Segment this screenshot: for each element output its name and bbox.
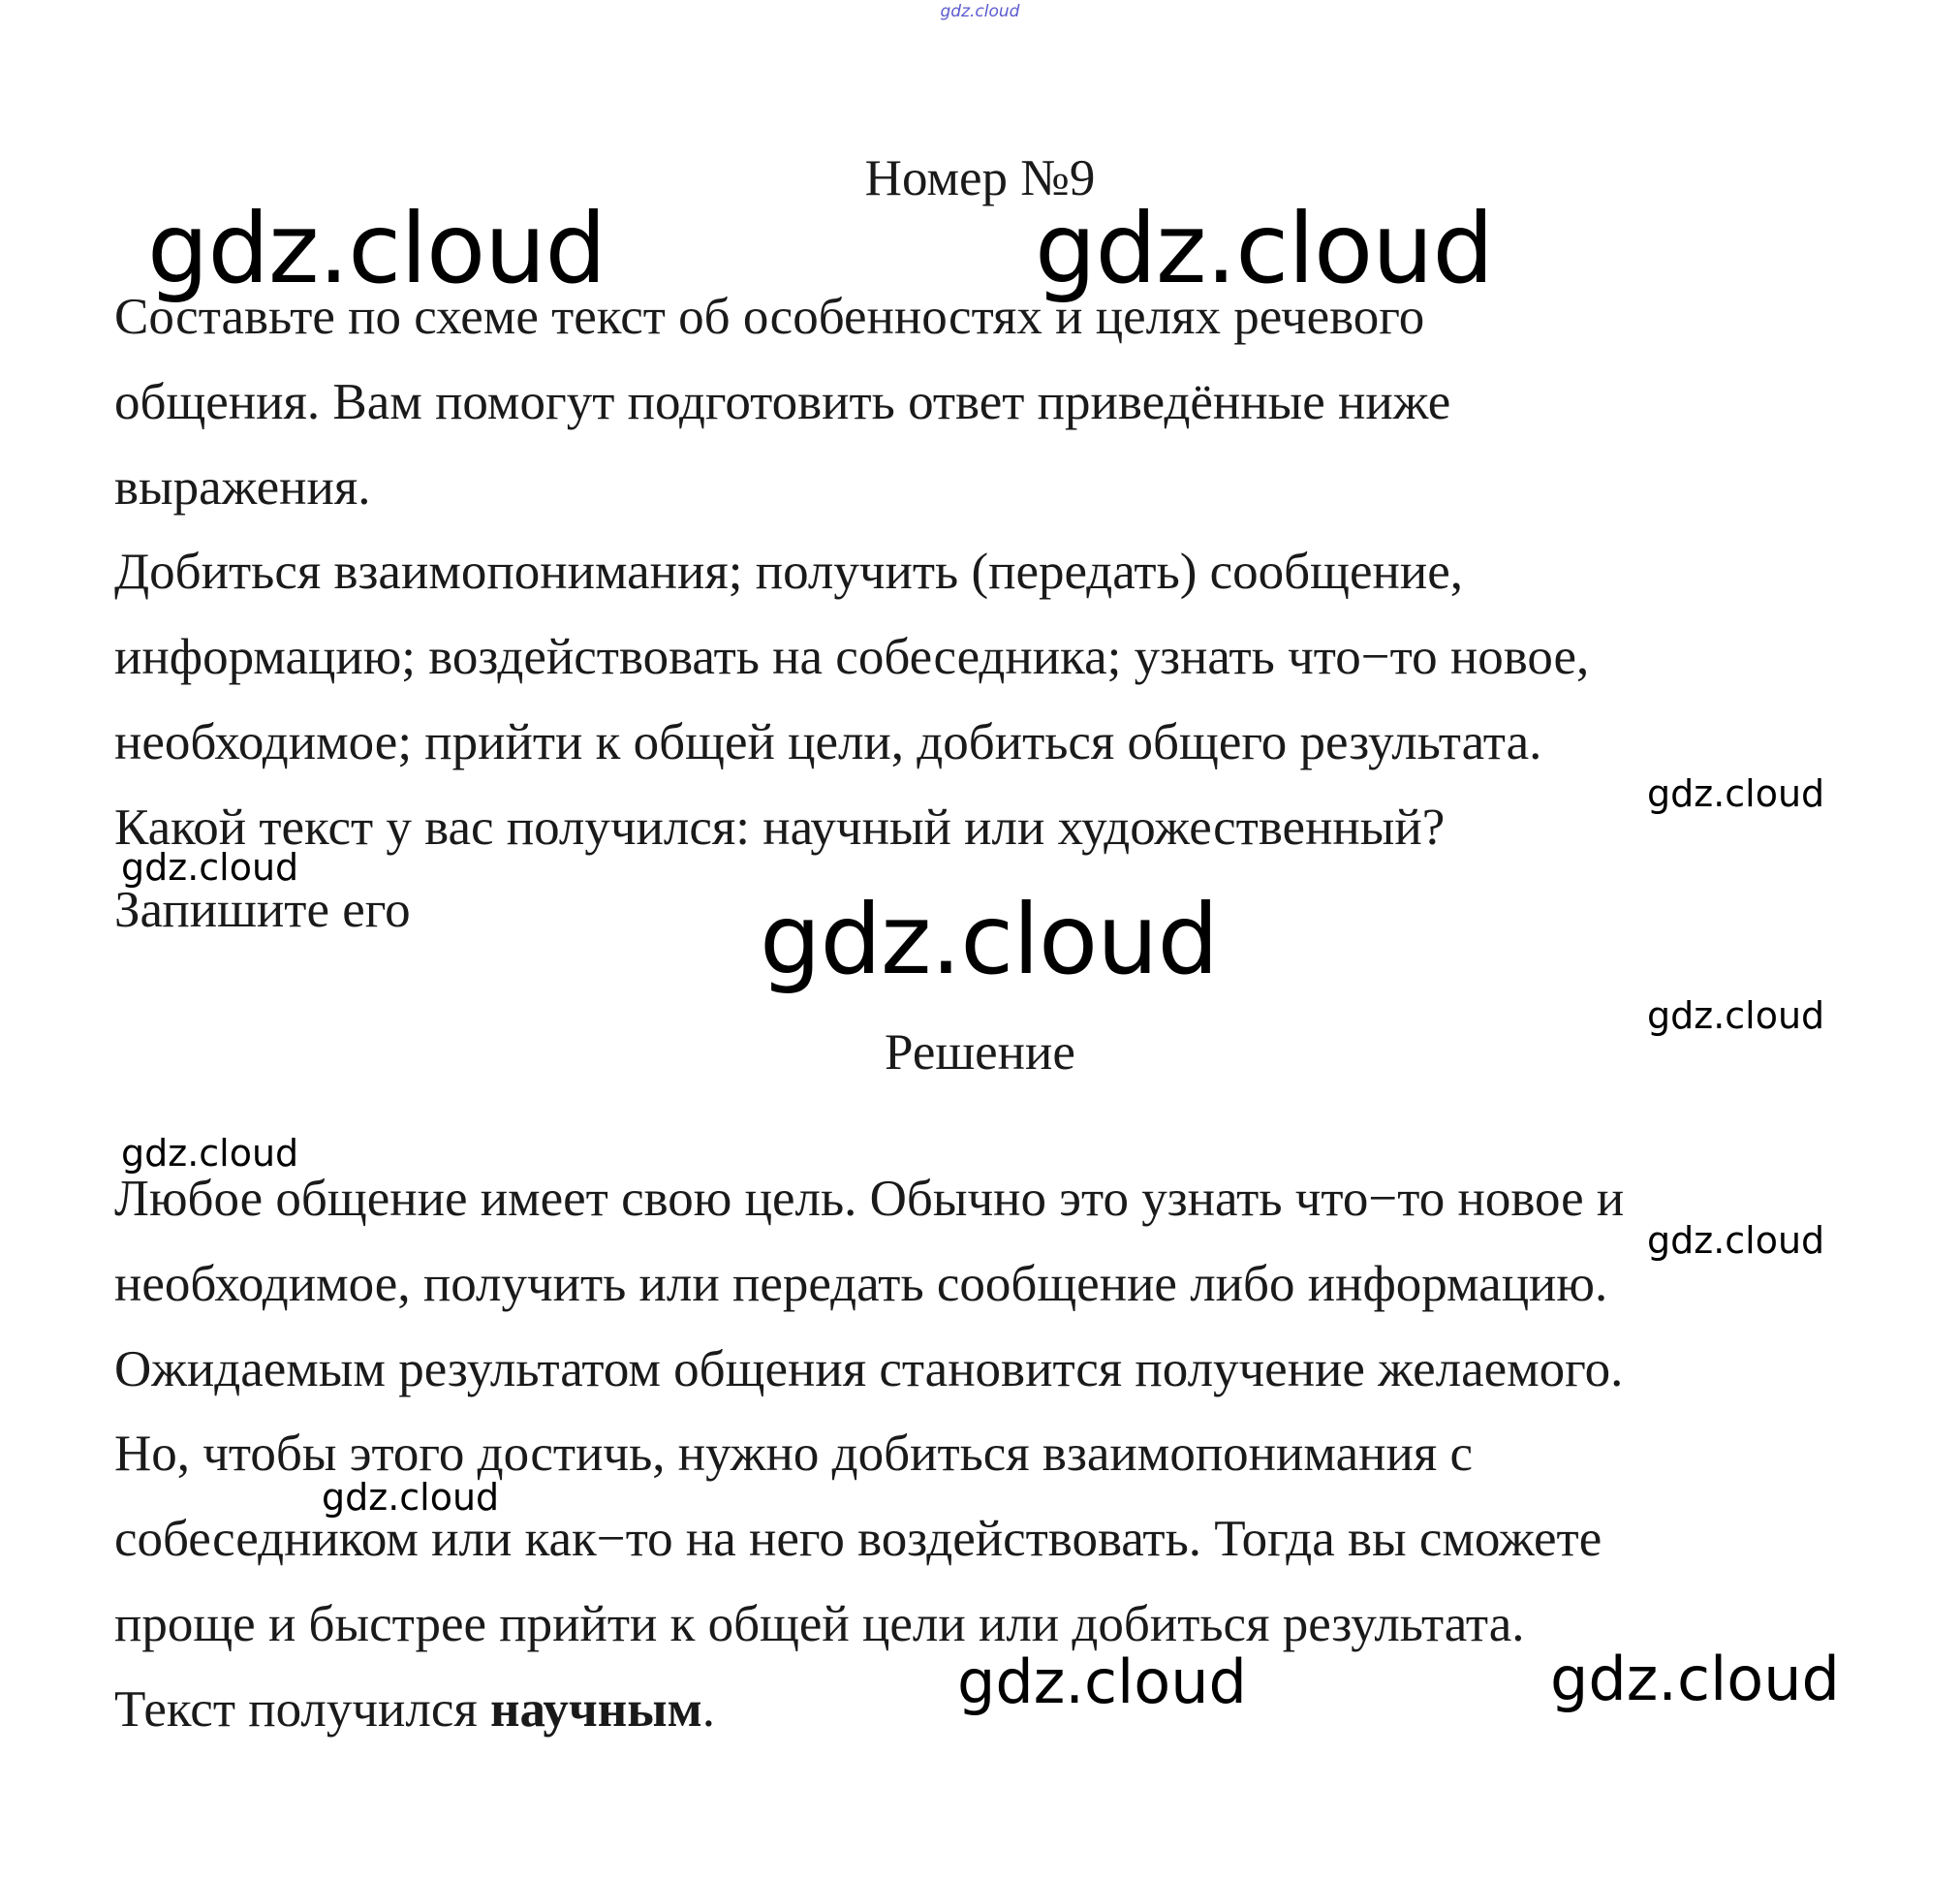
- watermark: gdz.cloud: [1550, 1644, 1840, 1714]
- solution-line: Любое общение имеет свою цель. Обычно это узнать что−то новое и: [114, 1171, 1625, 1227]
- top-watermark: gdz.cloud: [940, 2, 1020, 21]
- solution-line: Но, чтобы этого достичь, нужно добиться взаимопонимания с: [114, 1426, 1473, 1482]
- watermark: gdz.cloud: [1647, 994, 1825, 1037]
- solution-line: собеседником или как−то на него воздействовать. Тогда вы сможете: [114, 1511, 1602, 1567]
- conclusion-prefix: Текст получился: [114, 1681, 490, 1738]
- task-line: Запишите его: [114, 882, 411, 938]
- task-line: Добиться взаимопонимания; получить (передать) сообщение,: [114, 544, 1463, 600]
- solution-line: Ожидаемым результатом общения становится получение желаемого.: [114, 1341, 1624, 1397]
- watermark: gdz.cloud: [121, 846, 299, 889]
- conclusion-line: [114, 1681, 715, 1738]
- watermark: gdz.cloud: [1647, 1219, 1825, 1262]
- watermark: gdz.cloud: [957, 1646, 1247, 1717]
- task-line: Составьте по схеме текст об особенностях и целях речевого: [114, 289, 1425, 345]
- watermark: gdz.cloud: [1647, 772, 1825, 815]
- watermark: gdz.cloud: [121, 1132, 299, 1175]
- task-line: общения. Вам помогут подготовить ответ приведённые ниже: [114, 374, 1451, 430]
- watermark: gdz.cloud: [147, 192, 607, 305]
- solution-line: проще и быстрее прийти к общей цели или добиться результата.: [114, 1596, 1525, 1652]
- watermark: gdz.cloud: [322, 1476, 500, 1519]
- solution-line: необходимое, получить или передать сообщение либо информацию.: [114, 1256, 1608, 1312]
- task-line: Какой текст у вас получился: научный или художественный?: [114, 799, 1446, 856]
- watermark: gdz.cloud: [1035, 192, 1494, 305]
- page-title: Номер №9: [864, 150, 1096, 206]
- watermark: gdz.cloud: [760, 883, 1219, 996]
- solution-heading: Решение: [885, 1024, 1075, 1081]
- conclusion-emphasis: научным: [489, 1681, 702, 1738]
- conclusion-suffix: .: [701, 1681, 715, 1738]
- task-line: выражения.: [114, 459, 371, 516]
- task-line: информацию; воздействовать на собеседника; узнать что−то новое,: [114, 629, 1590, 685]
- task-line: необходимое; прийти к общей цели, добиться общего результата.: [114, 714, 1542, 770]
